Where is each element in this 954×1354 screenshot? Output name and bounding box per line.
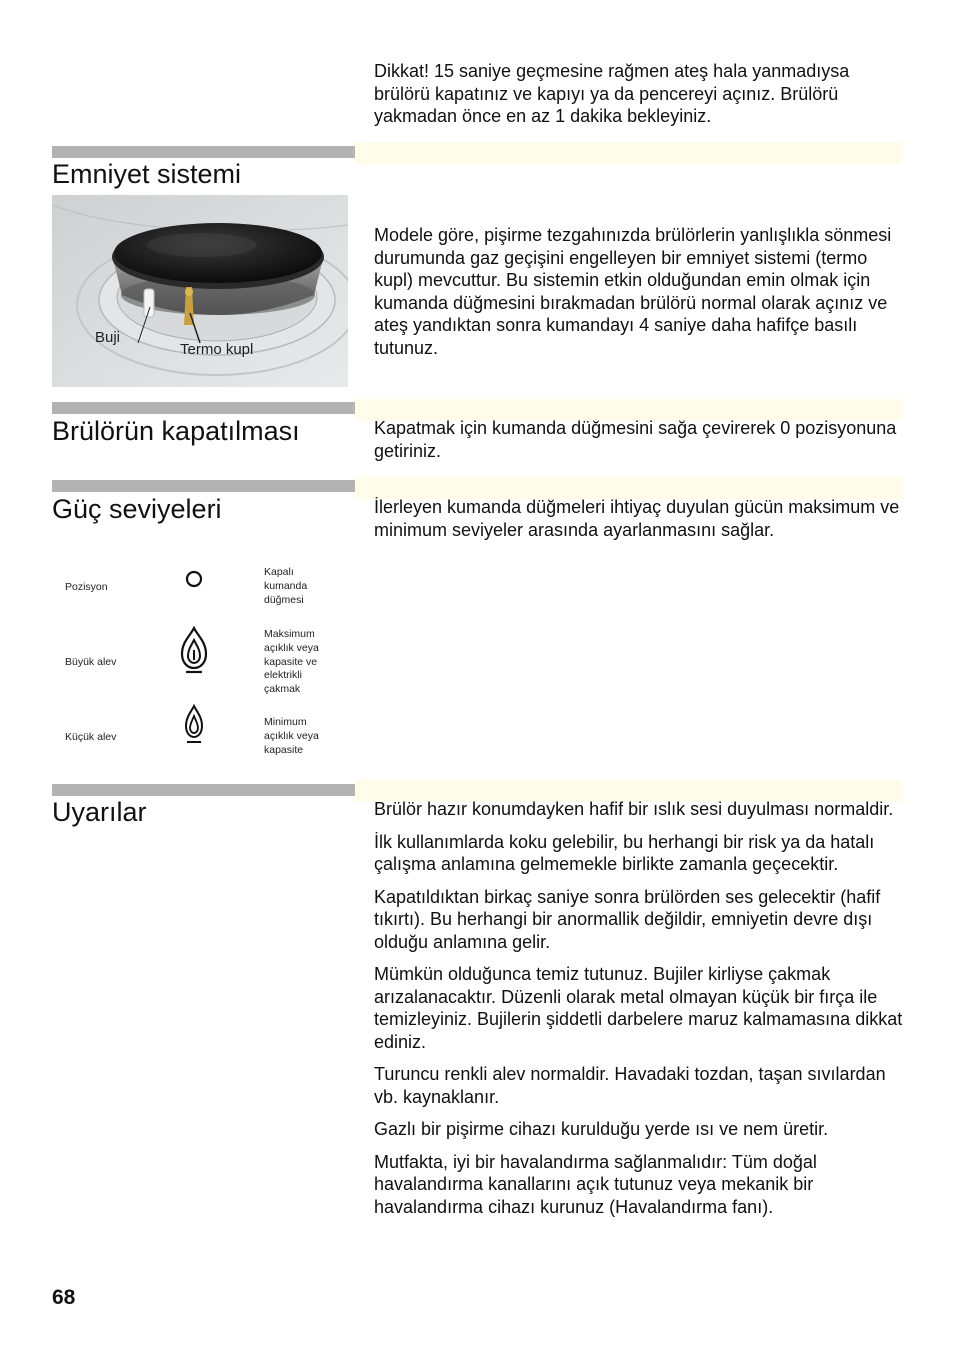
power-row-label: Küçük alev bbox=[65, 731, 117, 743]
section-bar-warnings bbox=[52, 784, 355, 796]
section-bar-power bbox=[52, 480, 355, 492]
small-flame-icon bbox=[181, 703, 207, 745]
desc-line: kapasite bbox=[264, 743, 304, 756]
power-row-label: Büyük alev bbox=[65, 656, 117, 668]
section-highlight-safety bbox=[355, 142, 901, 164]
intro-warning-text: Dikkat! 15 saniye geçmesine rağmen ateş hala yanmadıysa brülörü kapatınız ve kapıyı ya da pencereyi açınız. Brülörü yakmadan önce en az 1 dakika bekleyiniz. bbox=[374, 61, 850, 126]
power-text: İlerleyen kumanda düğmeleri ihtiyaç duyulan gücün maksimum ve minimum seviyeler arasında ayarlanmasını sağlar. bbox=[374, 497, 900, 540]
section-bar-safety bbox=[52, 146, 355, 158]
safety-text: Modele göre, pişirme tezgahınızda brülörlerin yanlışlıkla sönmesi durumunda gaz geçişini engelleyen bir emniyet sistemi (termo kupl) mevcuttur. Bu sistemin etkin olduğundan emin olmak için kumanda düğmesini bırakmadan brülörü normal olarak açınız ve ateş yandıktan sonra kumandayı 4 saniye daha hafifçe basılı tutunuz. bbox=[374, 225, 892, 358]
burner-illustration bbox=[52, 195, 348, 387]
label-spark: Buji bbox=[95, 329, 121, 346]
heading-safety: Emniyet sistemi bbox=[52, 159, 242, 189]
off-circle-icon bbox=[184, 569, 204, 589]
heading-warnings: Uyarılar bbox=[52, 797, 147, 827]
desc-line: Maksimum bbox=[264, 628, 315, 640]
shutoff-text: Kapatmak için kumanda düğmesini sağa çevirerek 0 pozisyonuna getiriniz. bbox=[374, 418, 897, 461]
label-thermocouple: Termo kupl bbox=[180, 341, 254, 358]
power-row-desc bbox=[264, 628, 319, 697]
warnings-paragraphs bbox=[374, 798, 904, 1228]
warning-paragraph: Mümkün olduğunca temiz tutunuz. Bujiler kirliyse çakmak arızalanacaktır. Düzenli olarak metal olmayan küçük bir fırça ile temizleyiniz. Bujilerin şiddetli darbelere maruz kalmamasına dikkat ediniz. bbox=[374, 964, 903, 1052]
heading-power: Güç seviyeleri bbox=[52, 494, 222, 524]
desc-line: elektrikli bbox=[264, 669, 302, 682]
heading-shutoff: Brülörün kapatılması bbox=[52, 416, 300, 446]
warning-paragraph: Gazlı bir pişirme cihazı kurulduğu yerde ısı ve nem üretir. bbox=[374, 1119, 829, 1139]
desc-line: açıklık veya bbox=[264, 641, 319, 654]
desc-line: Minimum bbox=[264, 716, 307, 728]
section-bar-shutoff bbox=[52, 402, 355, 414]
desc-line: kapasite ve bbox=[264, 655, 318, 668]
desc-line: düğmesi bbox=[264, 593, 304, 606]
warning-paragraph: Kapatıldıktan birkaç saniye sonra brülörden ses gelecektir (hafif tıkırtı). Bu herhangi bir anormallik değildir, emniyetin devre dışı olduğu anlamına gelir. bbox=[374, 886, 881, 952]
power-row-desc bbox=[264, 566, 307, 607]
desc-line: Kapalı bbox=[264, 566, 294, 578]
warning-paragraph: Mutfakta, iyi bir havalandırma sağlanmalıdır: Tüm doğal havalandırma kanallarını açık tutunuz veya mekanik bir havalandırma cihazı kurunuz (Havalandırma fanı). bbox=[374, 1151, 817, 1217]
warning-paragraph: İlk kullanımlarda koku gelebilir, bu herhangi bir risk ya da hatalı çalışma anlamına gelmemekle birlikte zamanla geçecektir. bbox=[374, 831, 875, 874]
power-row-desc bbox=[264, 716, 319, 757]
desc-line: açıklık veya bbox=[264, 729, 319, 742]
large-flame-icon bbox=[178, 626, 210, 674]
warning-paragraph: Turuncu renkli alev normaldir. Havadaki tozdan, taşan sıvılardan vb. kaynaklanır. bbox=[374, 1064, 886, 1107]
warning-paragraph: Brülör hazır konumdayken hafif bir ıslık sesi duyulması normaldir. bbox=[374, 799, 894, 819]
power-row-label: Pozisyon bbox=[65, 581, 108, 593]
desc-line: çakmak bbox=[264, 683, 301, 696]
burner-image bbox=[52, 195, 348, 387]
desc-line: kumanda bbox=[264, 579, 308, 592]
page-number: 68 bbox=[52, 1286, 76, 1309]
